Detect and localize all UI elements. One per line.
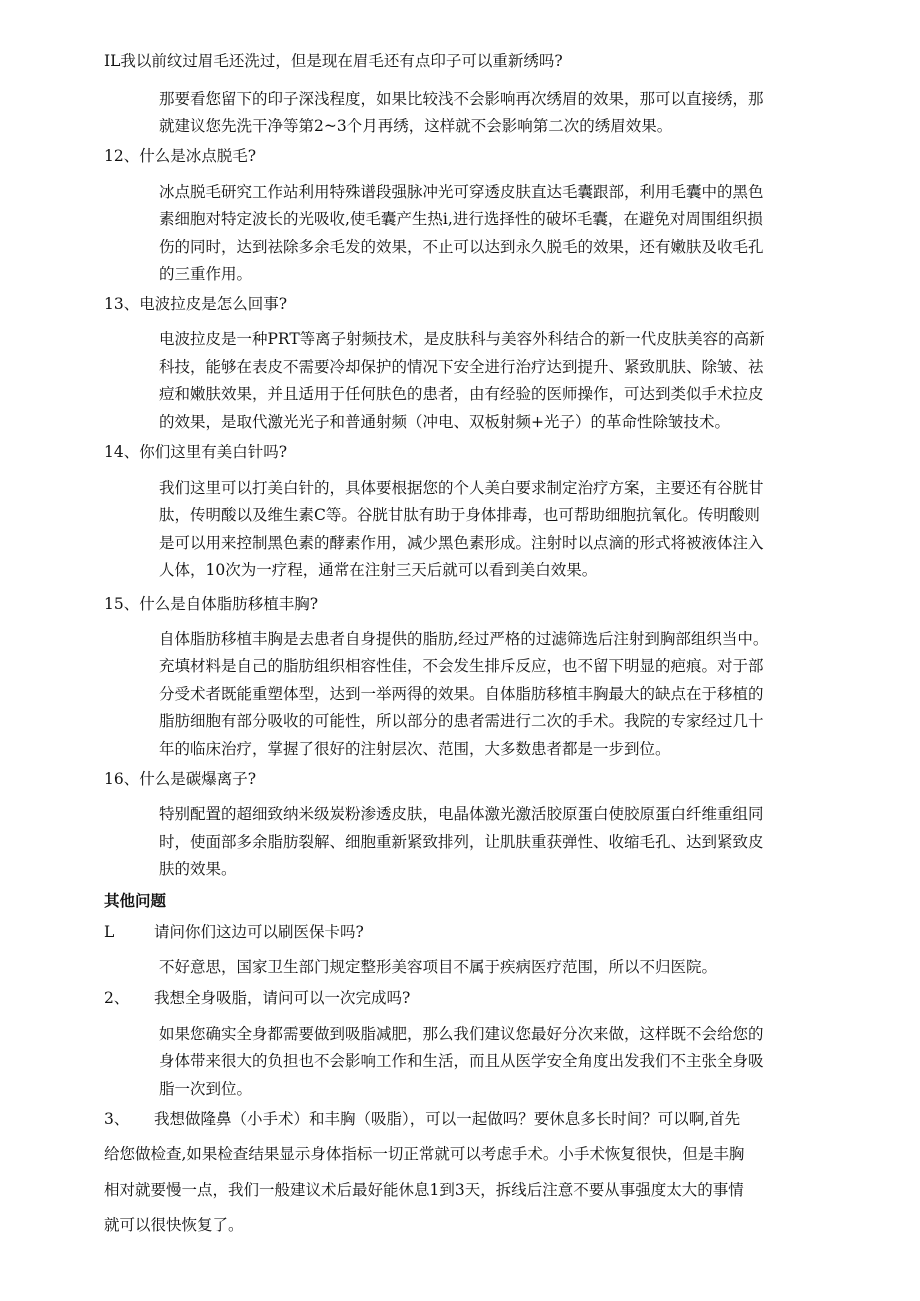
question-12: 12、什么是冰点脱毛? xyxy=(104,147,257,165)
answer-15-line-3: 分受术者既能重塑体型，达到一举两得的效果。自体脂肪移植丰胸最大的缺点在于移植的 xyxy=(159,685,764,703)
other-answer-2-line-1: 如果您确实全身都需要做到吸脂减肥，那么我们建议您最好分次来做，这样既不会给您的 xyxy=(159,1025,764,1043)
answer-15-line-1: 自体脂肪移植丰胸是去患者自身提供的脂肪,经过严格的过滤筛选后注射到胸部组织当中。 xyxy=(159,630,769,648)
answer-13-line-3: 痘和嫩肤效果，并且适用于任何肤色的患者，由有经验的医师操作，可达到类似手术拉皮 xyxy=(159,385,764,403)
other-question-1 xyxy=(104,922,364,942)
other-answer-3-line-2: 相对就要慢一点，我们一般建议术后最好能休息1到3天，拆线后注意不要从事强度太大的事情 xyxy=(104,1181,744,1199)
other-question-3 xyxy=(104,1109,740,1129)
other-question-2 xyxy=(104,988,410,1008)
answer-14-line-1: 我们这里可以打美白针的，具体要根据您的个人美白要求制定治疗方案，主要还有谷胱甘 xyxy=(159,479,764,497)
answer-14-line-4: 人体，10次为一疗程，通常在注射三天后就可以看到美白效果。 xyxy=(159,561,598,579)
other-question-3-number: 3、 xyxy=(104,1110,130,1128)
answer-14-line-3: 是可以用来控制黑色素的酵素作用，减少黑色素形成。注射时以点滴的形式将被液体注入 xyxy=(159,534,764,552)
answer-15-line-2: 充填材料是自己的脂肪组织相容性佳，不会发生排斥反应，也不留下明显的疤痕。对于部 xyxy=(159,657,764,675)
other-answer-1-line-1: 不好意思，国家卫生部门规定整形美容项目不属于疾病医疗范围，所以不归医院。 xyxy=(159,958,718,976)
other-answer-2-line-3: 脂一次到位。 xyxy=(159,1080,253,1098)
answer-16-line-2: 时，使面部多余脂肪裂解、细胞重新紧致排列，让肌肤重获弹性、收缩毛孔、达到紧致皮 xyxy=(159,833,764,851)
other-answer-3-line-3: 就可以很快恢复了。 xyxy=(104,1216,244,1234)
other-question-3-text: 我想做隆鼻（小手术）和丰胸（吸脂），可以一起做吗？要休息多长时间？可以啊,首先 xyxy=(154,1110,741,1128)
answer-14-line-2: 肽，传明酸以及维生素C等。谷胱甘肽有助于身体排毒，也可帮助细胞抗氧化。传明酸则 xyxy=(159,506,760,524)
other-answer-3-line-1: 给您做检查,如果检查结果显示身体指标一切正常就可以考虑手术。小手术恢复很快，但是丰胸 xyxy=(104,1145,745,1163)
question-13: 13、电波拉皮是怎么回事? xyxy=(104,295,288,313)
answer-12-line-4: 的三重作用。 xyxy=(159,265,253,283)
section-heading: 其他问题 xyxy=(104,892,167,910)
other-answer-2-line-2: 身体带来很大的负担也不会影响工作和生活，而且从医学安全角度出发我们不主张全身吸 xyxy=(159,1052,764,1070)
other-question-1-text: 请问你们这边可以刷医保卡吗? xyxy=(154,923,364,941)
question-11: IL我以前纹过眉毛还洗过，但是现在眉毛还有点印子可以重新绣吗? xyxy=(104,52,563,70)
answer-15-line-4: 脂肪细胞有部分吸收的可能性，所以部分的患者需进行二次的手术。我院的专家经过几十 xyxy=(159,712,764,730)
other-question-2-text: 我想全身吸脂，请问可以一次完成吗? xyxy=(154,989,411,1007)
other-question-1-number: L xyxy=(104,923,115,941)
answer-13-line-1: 电波拉皮是一种PRT等离子射频技术，是皮肤科与美容外科结合的新一代皮肤美容的高新 xyxy=(159,330,765,348)
answer-16-line-3: 肤的效果。 xyxy=(159,860,237,878)
answer-16-line-1: 特别配置的超细致纳米级炭粉渗透皮肤，电晶体激光激活胶原蛋白使胶原蛋白纤维重组同 xyxy=(159,805,764,823)
answer-11-line-2: 就建议您先洗干净等第2~3个月再绣，这样就不会影响第二次的绣眉效果。 xyxy=(159,117,673,135)
answer-15-line-5: 年的临床治疗，掌握了很好的注射层次、范围，大多数患者都是一步到位。 xyxy=(159,740,671,758)
answer-12-line-1: 冰点脱毛研究工作站利用特殊谱段强脉冲光可穿透皮肤直达毛囊跟部，利用毛囊中的黑色 xyxy=(159,183,764,201)
answer-12-line-3: 伤的同时，达到祛除多余毛发的效果，不止可以达到永久脱毛的效果，还有嫩肤及收毛孔 xyxy=(159,238,764,256)
answer-13-line-2: 科技，能够在表皮不需要冷却保护的情况下安全进行治疗达到提升、紧致肌肤、除皱、祛 xyxy=(159,358,764,376)
question-16: 16、什么是碳爆离子? xyxy=(104,770,257,788)
answer-13-line-4: 的效果，是取代激光光子和普通射频（冲电、双板射频+光子）的革命性除皱技术。 xyxy=(159,413,730,431)
question-14: 14、你们这里有美白针吗? xyxy=(104,443,288,461)
other-question-2-number: 2、 xyxy=(104,989,130,1007)
answer-12-line-2: 素细胞对特定波长的光吸收,使毛囊产生热i,进行选择性的破坏毛囊，在避免对周围组织损 xyxy=(159,210,763,228)
question-15: 15、什么是自体脂肪移植丰胸? xyxy=(104,595,319,613)
answer-11-line-1: 那要看您留下的印子深浅程度，如果比较浅不会影响再次绣眉的效果，那可以直接绣，那 xyxy=(159,90,764,108)
